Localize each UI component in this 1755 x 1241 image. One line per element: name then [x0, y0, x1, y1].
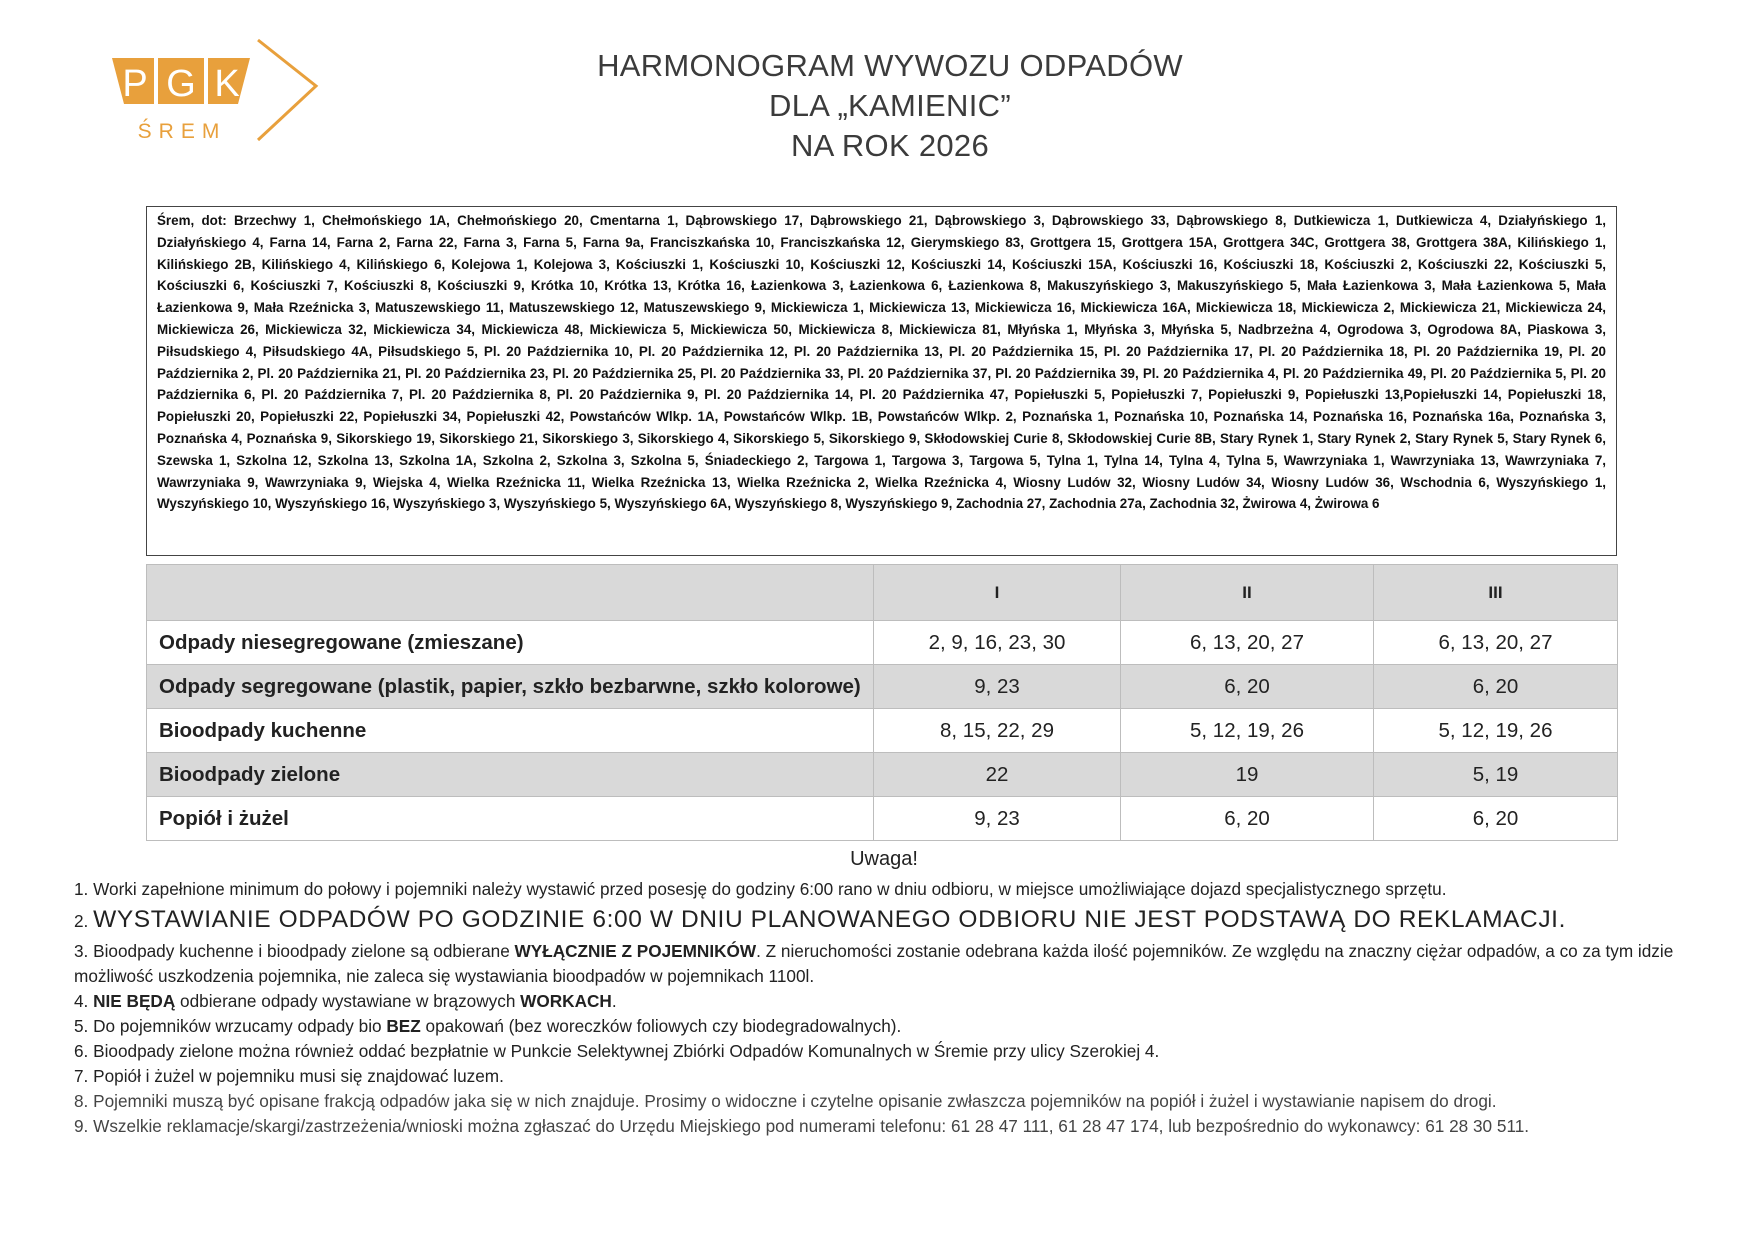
- pickup-days: 19: [1121, 753, 1374, 797]
- title-line-1: HARMONOGRAM WYWOZU ODPADÓW: [597, 48, 1183, 83]
- note-3: [74, 939, 1694, 989]
- pickup-days: 5, 19: [1374, 753, 1618, 797]
- logo-letter-k: K: [214, 63, 240, 105]
- title-line-3: NA ROK 2026: [790, 128, 990, 163]
- note-8: 8. Pojemniki muszą być opisane frakcją odpadów jaka się w nich znajduje. Prosimy o widoczne i czytelne opisanie zwłaszcza pojemników na popiół i żużel i wystawianie napisem do drogi.: [74, 1091, 1497, 1111]
- fraction-name: Bioodpady kuchenne: [147, 709, 874, 753]
- note-1: 1. Worki zapełnione minimum do połowy i pojemniki należy wystawić przed posesję do godziny 6:00 rano w dniu odbioru, w miejsce umożliwiające dojazd specjalistycznego sprzętu.: [74, 879, 1447, 899]
- pickup-days: 9, 23: [874, 797, 1121, 841]
- note-2-number: 2.: [74, 911, 94, 931]
- title-line-2: DLA „KAMIENIC”: [769, 88, 1011, 123]
- pickup-days: 6, 13, 20, 27: [1121, 621, 1374, 665]
- note-3-part-a: 3. Bioodpady kuchenne i bioodpady zielone są odbierane: [74, 941, 515, 961]
- fraction-name: Odpady segregowane (plastik, papier, szkło bezbarwne, szkło kolorowe): [147, 665, 874, 709]
- column-header-fraction: [147, 565, 874, 621]
- logo-arrow-icon: [258, 40, 316, 140]
- pickup-days: 6, 20: [1374, 797, 1618, 841]
- note-5-part-c: opakowań (bez woreczków foliowych czy biodegradowalnych).: [420, 1016, 902, 1036]
- fraction-name: Popiół i żużel: [147, 797, 874, 841]
- note-6: 6. Bioodpady zielone można również oddać bezpłatnie w Punkcie Selektywnej Zbiórki Odpadów Komunalnych w Śremie przy ulicy Szerokiej 4.: [74, 1041, 1160, 1061]
- note-2: [74, 903, 1694, 938]
- column-header-month: II: [1121, 565, 1374, 621]
- note-4: [74, 989, 1694, 1014]
- table-row: [147, 621, 1618, 665]
- pickup-days: 6, 20: [1121, 797, 1374, 841]
- note-9: 9. Wszelkie reklamacje/skargi/zastrzeżenia/wnioski można zgłaszać do Urzędu Miejskiego pod numerami telefonu: 61 28 47 111, 61 28 47 174, lub bezpośrednio do wykonawcy: 61 28 30 511.: [74, 1116, 1530, 1136]
- table-row: [147, 665, 1618, 709]
- note-2-text: WYSTAWIANIE ODPADÓW PO GODZINIE 6:00 W DNIU PLANOWANEGO ODBIORU NIE JEST PODSTAWĄ DO REKLAMACJI.: [93, 906, 1566, 933]
- logo-letter-g: G: [166, 63, 196, 105]
- table-row: [147, 797, 1618, 841]
- notes-section: [74, 848, 1694, 1139]
- note-4-number: 4.: [74, 991, 94, 1011]
- note-3-part-c: . Z nieruchomości zostanie odebrana każda ilość pojemników. Ze względu na znaczny ciężar odpadów, a co za tym idzie możliwość uszkodzenia pojemnika, nie zaleca się wystawiania bioodpadów w pojemnikach 1100l.: [74, 941, 1674, 986]
- note-3-emphasis: WYŁĄCZNIE Z POJEMNIKÓW: [514, 941, 757, 961]
- pickup-days: 2, 9, 16, 23, 30: [874, 621, 1121, 665]
- note-4-part-c: odbierane odpady wystawiane w brązowych: [175, 991, 521, 1011]
- note-7: 7. Popiół i żużel w pojemniku musi się znajdować luzem.: [74, 1066, 504, 1086]
- pickup-days: 6, 20: [1374, 665, 1618, 709]
- document-title: [540, 46, 1240, 166]
- pickup-days: 5, 12, 19, 26: [1121, 709, 1374, 753]
- note-5-emphasis: BEZ: [386, 1016, 421, 1036]
- logo-letter-p: P: [122, 63, 148, 105]
- pgk-srem-logo: [108, 36, 320, 152]
- pickup-days: 9, 23: [874, 665, 1121, 709]
- notes-title: Uwaga!: [850, 848, 918, 870]
- pickup-days: 22: [874, 753, 1121, 797]
- note-4-emphasis-2: WORKACH: [520, 991, 612, 1011]
- pickup-days: 6, 13, 20, 27: [1374, 621, 1618, 665]
- schedule-header-row: [147, 565, 1618, 621]
- fraction-name: Bioodpady zielone: [147, 753, 874, 797]
- column-header-month: III: [1374, 565, 1618, 621]
- note-5-part-a: 5. Do pojemników wrzucamy odpady bio: [74, 1016, 387, 1036]
- table-row: [147, 709, 1618, 753]
- pickup-days: 6, 20: [1121, 665, 1374, 709]
- note-4-end: .: [611, 991, 617, 1011]
- table-row: [147, 753, 1618, 797]
- column-header-month: I: [874, 565, 1121, 621]
- note-4-emphasis: NIE BĘDĄ: [93, 991, 176, 1011]
- note-5: [74, 1014, 1694, 1039]
- address-list-box: [146, 206, 1617, 556]
- fraction-name: Odpady niesegregowane (zmieszane): [147, 621, 874, 665]
- schedule-table: [146, 564, 1618, 841]
- address-list: Śrem, dot: Brzechwy 1, Chełmońskiego 1A, Chełmońskiego 20, Cmentarna 1, Dąbrowskiego 17, Dąbrowskiego 21, Dąbrowskiego 3, Dąbrowskiego 33, Dąbrowskiego 8, Dutkiewicza 1, Dutkiewicza 4, Działyńskiego 1, Działyńskiego 4, Farna 14, Farna 2, Farna 22, Farna 3, Farna 5, Farna 9a, Franciszkańska 10, Franciszkańska 12, Gierymskiego 83, Grottgera 15, Grottgera 15A, Grottgera 34C, Grottgera 38, Grottgera 38A, Kilińskiego 1, Kilińskiego 2B, Kilińskiego 4, Kilińskiego 6, Kolejowa 1, Kolejowa 3, Kościuszki 1, Kościuszki 10, Kościuszki 12, Kościuszki 14, Kościuszki 15A, Kościuszki 16, Kościuszki 18, Kościuszki 2, Kościuszki 22, Kościuszki 5, Kościuszki 6, Kościuszki 7, Kościuszki 8, Kościuszki 9, Krótka 10, Krótka 13, Krótka 16, Łazienkowa 3, Łazienkowa 6, Łazienkowa 8, Makuszyńskiego 3, Makuszyńskiego 5, Mała Łazienkowa 3, Mała Łazienkowa 5, Mała Łazienkowa 9, Mała Rzeźnicka 3, Matuszewskiego 11, Matuszewskiego 12, Matuszewskiego 9, Mickiewicza 1, Mickiewicza 13, Mickiewicza 16, Mickiewicza 16A, Mickiewicza 18, Mickiewicza 2, Mickiewicza 21, Mickiewicza 24, Mickiewicza 26, Mickiewicza 32, Mickiewicza 34, Mickiewicza 48, Mickiewicza 5, Mickiewicza 50, Mickiewicza 8, Mickiewicza 81, Młyńska 1, Młyńska 3, Młyńska 5, Nadbrzeżna 4, Ogrodowa 3, Ogrodowa 8A, Piaskowa 3, Piłsudskiego 4, Piłsudskiego 4A, Piłsudskiego 5, Pl. 20 Października 10, Pl. 20 Października 12, Pl. 20 Października 13, Pl. 20 Października 15, Pl. 20 Października 17, Pl. 20 Października 18, Pl. 20 Października 19, Pl. 20 Października 2, Pl. 20 Października 21, Pl. 20 Października 23, Pl. 20 Października 25, Pl. 20 Października 33, Pl. 20 Października 37, Pl. 20 Października 39, Pl. 20 Października 4, Pl. 20 Października 49, Pl. 20 Października 5, Pl. 20 Października 6, Pl. 20 Października 7, Pl. 20 Października 8, Pl. 20 Października 9, Pl. 20 Października 14, Pl. 20 Października 47, Popiełuszki 5, Popiełuszki 7, Popiełuszki 9, Popiełuszki 13,Popiełuszki 14, Popiełuszki 18, Popiełuszki 20, Popiełuszki 22, Popiełuszki 34, Popiełuszki 42, Powstańców Wlkp. 1A, Powstańców Wlkp. 1B, Powstańców Wlkp. 2, Poznańska 1, Poznańska 10, Poznańska 14, Poznańska 16, Poznańska 16a, Poznańska 3, Poznańska 4, Poznańska 9, Sikorskiego 19, Sikorskiego 21, Sikorskiego 3, Sikorskiego 4, Sikorskiego 5, Sikorskiego 9, Skłodowskiej Curie 8, Skłodowskiej Curie 8B, Stary Rynek 1, Stary Rynek 2, Stary Rynek 5, Stary Rynek 6, Szewska 1, Szkolna 12, Szkolna 13, Szkolna 1A, Szkolna 2, Szkolna 3, Szkolna 5, Śniadeckiego 2, Targowa 1, Targowa 3, Targowa 5, Tylna 1, Tylna 14, Tylna 4, Tylna 5, Wawrzyniaka 1, Wawrzyniaka 13, Wawrzyniaka 7, Wawrzyniaka 9, Wawrzyniaka 9, Wiejska 4, Wielka Rzeźnicka 11, Wielka Rzeźnicka 13, Wielka Rzeźnicka 2, Wielka Rzeźnicka 4, Wiosny Ludów 32, Wiosny Ludów 34, Wiosny Ludów 36, Wschodnia 6, Wyszyńskiego 1, Wyszyńskiego 10, Wyszyńskiego 16, Wyszyńskiego 3, Wyszyńskiego 5, Wyszyńskiego 6A, Wyszyńskiego 8, Wyszyńskiego 9, Zachodnia 27, Zachodnia 27a, Zachodnia 32, Żwirowa 4, Żwirowa 6: [157, 213, 1606, 512]
- pickup-days: 5, 12, 19, 26: [1374, 709, 1618, 753]
- pickup-days: 8, 15, 22, 29: [874, 709, 1121, 753]
- logo-city: ŚREM: [137, 120, 227, 143]
